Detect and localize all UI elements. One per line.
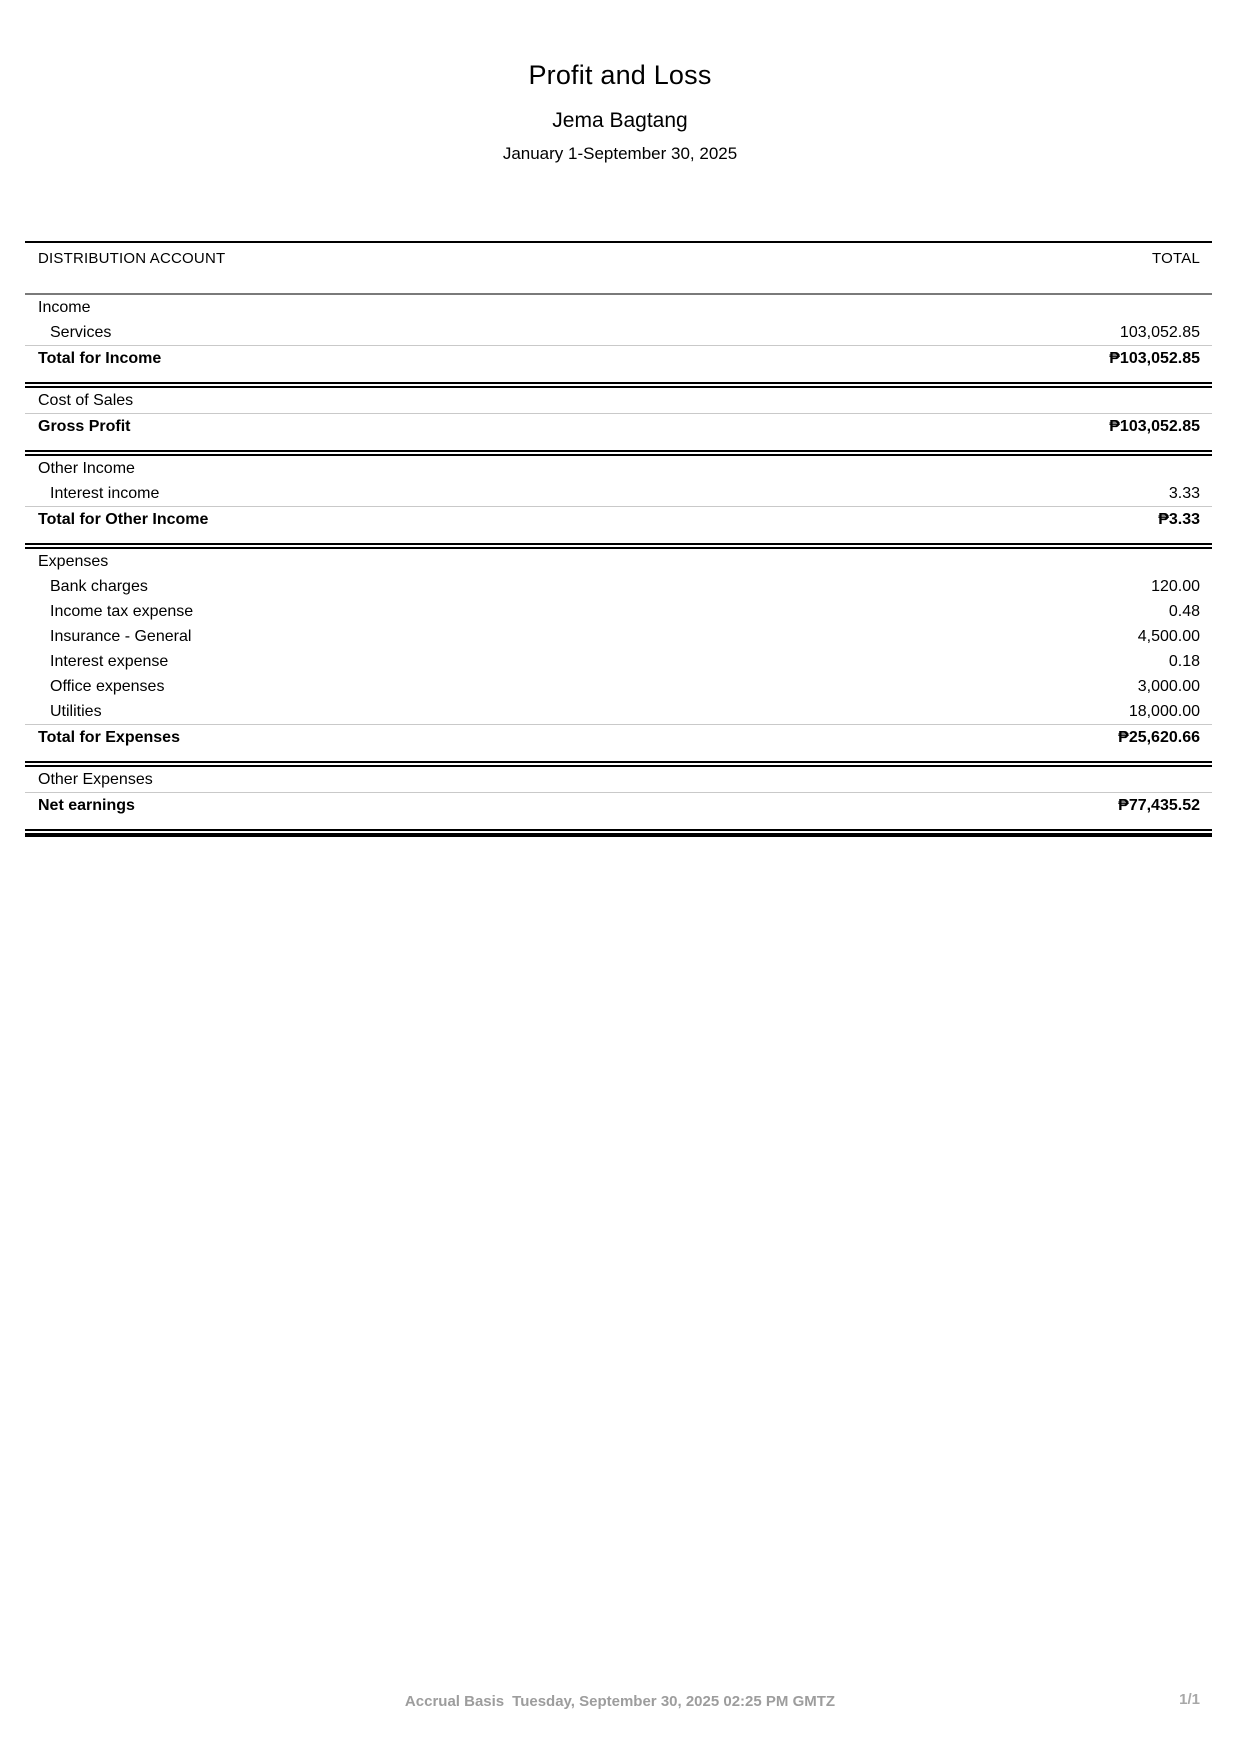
report-period: January 1-September 30, 2025 [502, 144, 738, 163]
account-value: ₱25,620.66 [1118, 729, 1200, 746]
account-label: Income [38, 299, 91, 316]
section-row [25, 549, 1212, 574]
account-value: ₱103,052.85 [1109, 418, 1200, 435]
footer-timestamp: Tuesday, September 30, 2025 02:25 PM GMTZ [512, 1693, 836, 1710]
section-row [25, 456, 1212, 481]
account-label: Net earnings [38, 797, 135, 814]
accrual-basis-label: Accrual Basis [404, 1693, 505, 1710]
page-footer [0, 1693, 1240, 1710]
account-row [25, 481, 1212, 506]
account-value: 103,052.85 [1119, 324, 1200, 341]
footer-basis-line [0, 1693, 1240, 1710]
account-label: Total for Income [38, 350, 162, 367]
page-number: 1/1 [1179, 1691, 1200, 1708]
section-row [25, 388, 1212, 413]
total-row [25, 724, 1212, 750]
account-row [25, 699, 1212, 724]
total-row [25, 792, 1212, 818]
table-header-row [25, 243, 1212, 295]
account-value: ₱77,435.52 [1118, 797, 1200, 814]
column-header-account: DISTRIBUTION ACCOUNT [38, 250, 226, 267]
account-label: Total for Other Income [38, 511, 209, 528]
account-label: Total for Expenses [38, 729, 180, 746]
account-value: 3,000.00 [1137, 678, 1200, 695]
company-name: Jema Bagtang [552, 109, 688, 132]
report-end-rule [25, 829, 1212, 837]
account-label: Utilities [50, 703, 102, 720]
total-row [25, 413, 1212, 439]
account-value: 4,500.00 [1137, 628, 1200, 645]
account-row [25, 599, 1212, 624]
account-row [25, 320, 1212, 345]
account-label: Services [50, 324, 112, 341]
account-value: ₱103,052.85 [1109, 350, 1200, 367]
account-label: Interest expense [50, 653, 169, 670]
account-row [25, 649, 1212, 674]
account-label: Office expenses [50, 678, 165, 695]
total-row [25, 345, 1212, 371]
account-label: Expenses [38, 553, 109, 570]
section-row [25, 767, 1212, 792]
account-label: Cost of Sales [38, 392, 134, 409]
account-value: 120.00 [1151, 578, 1200, 595]
account-row [25, 574, 1212, 599]
account-value: 0.48 [1168, 603, 1200, 620]
account-label: Bank charges [50, 578, 148, 595]
account-label: Interest income [50, 485, 160, 502]
account-value: 18,000.00 [1128, 703, 1200, 720]
section-row [25, 295, 1212, 320]
column-header-total: TOTAL [1152, 250, 1200, 267]
profit-loss-table [25, 241, 1212, 837]
account-value: 3.33 [1168, 485, 1200, 502]
account-label: Other Expenses [38, 771, 153, 788]
account-value: ₱3.33 [1158, 511, 1200, 528]
page-title: Profit and Loss [528, 60, 712, 90]
table-body [25, 295, 1212, 837]
account-row [25, 674, 1212, 699]
account-label: Gross Profit [38, 418, 131, 435]
total-row [25, 506, 1212, 532]
account-row [25, 624, 1212, 649]
account-label: Income tax expense [50, 603, 194, 620]
account-label: Insurance - General [50, 628, 192, 645]
account-value: 0.18 [1168, 653, 1200, 670]
account-label: Other Income [38, 460, 135, 477]
